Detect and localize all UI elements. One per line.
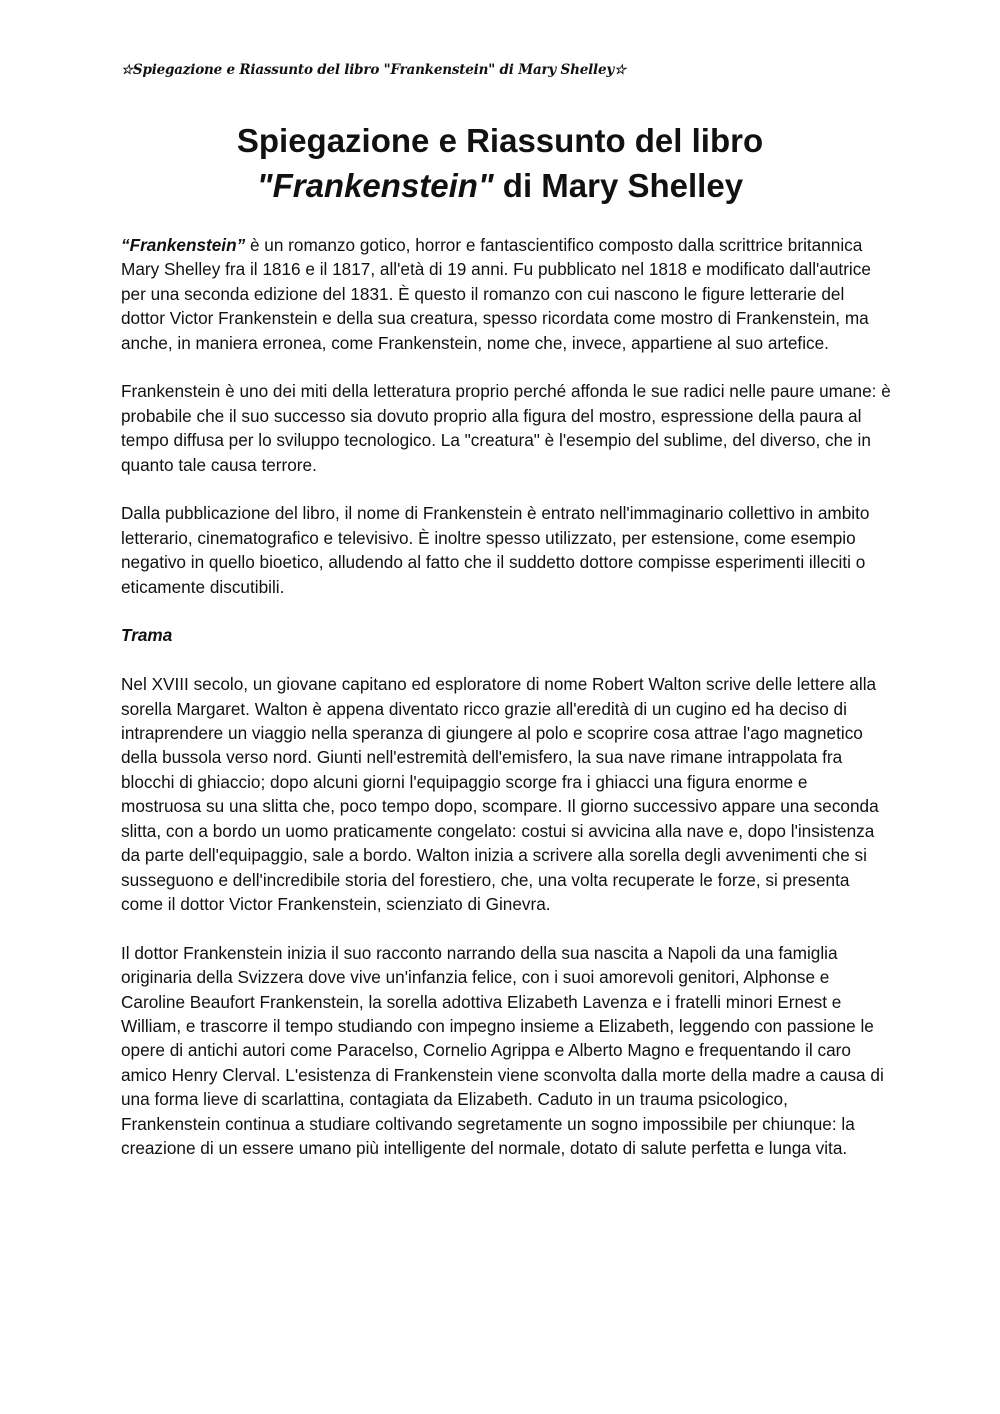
title-line-2	[0, 163, 1000, 208]
title-author: di Mary Shelley	[493, 167, 744, 204]
intro-paragraph-1	[121, 233, 891, 355]
document-title	[0, 118, 1000, 208]
trama-paragraph-2: Il dottor Frankenstein inizia il suo racconto narrando della sua nascita a Napoli da una famiglia originaria della Svizzera dove vive un'infanzia felice, con i suoi amorevoli genitori, Alphonse e Caroline Beaufort Frankenstein, la sorella adottiva Elizabeth Lavenza e i fratelli minori Ernest e William, e trascorre il tempo studiando con impegno insieme a Elizabeth, leggendo con passione le opere di antichi autori come Paracelso, Cornelio Agrippa e Alberto Magno e frequentando il caro amico Henry Clerval. L'esistenza di Frankenstein viene sconvolta dalla morte della madre a causa di una forma lieve di scarlattina, contagiata da Elizabeth. Caduto in un trauma psicologico, Frankenstein continua a studiare coltivando segretamente un sogno impossibile per chiunque: la creazione di un essere umano più intelligente del normale, dotato di salute perfetta e lunga vita.	[121, 942, 884, 1158]
intro-paragraph-1-text: è un romanzo gotico, horror e fantascientifico composto dalla scrittrice britannica Mary Shelley fra il 1816 e il 1817, all'età di 19 anni. Fu pubblicato nel 1818 e modificato dall'autrice per una seconda edizione del 1831. È questo il romanzo con cui nascono le figure letterarie del dottor Victor Frankenstein e della sua creatura, spesso ricordata come mostro di Frankenstein, ma anche, in maniera erronea, come Frankenstein, nome che, invece, appartiene al suo artefice.	[121, 235, 871, 353]
title-line-1: Spiegazione e Riassunto del libro	[236, 122, 764, 159]
trama-paragraph-1: Nel XVIII secolo, un giovane capitano ed esploratore di nome Robert Walton scrive delle lettere alla sorella Margaret. Walton è appena diventato ricco grazie all'eredità di un cugino ed ha deciso di intraprendere un viaggio nella speranza di giungere al polo e scoprire cosa attrae l'ago magnetico della bussola verso nord. Giunti nell'estremità dell'emisfero, la sua nave rimane intrappolata fra blocchi di ghiaccio; dopo alcuni giorni l'equipaggio scorge fra i ghiacci una figura enorme e mostruosa su una slitta che, poco tempo dopo, scompare. Il giorno successivo appare una seconda slitta, con a bordo un uomo praticamente congelato: costui si avvicina alla nave e, dopo l'insistenza da parte dell'equipaggio, sale a bordo. Walton inizia a scrivere alla sorella degli avvenimenti che si susseguono e dell'incredibile storia del forestiero, che, una volta recuperate le forze, si presenta come il dottor Victor Frankenstein, scienziato di Ginevra.	[121, 674, 879, 914]
title-book-name: "Frankenstein"	[256, 167, 494, 204]
intro-lead-term: “Frankenstein”	[121, 235, 246, 255]
intro-paragraph-3: Dalla pubblicazione del libro, il nome di Frankenstein è entrato nell'immaginario collettivo in ambito letterario, cinematografico e televisivo. È inoltre spesso utilizzato, per estensione, come esempio negativo in quello bioetico, alludendo al fatto che il suddetto dottore compisse esperimenti illeciti o eticamente discutibili.	[121, 503, 870, 597]
intro-paragraph-2: Frankenstein è uno dei miti della letteratura proprio perché affonda le sue radici nelle paure umane: è probabile che il suo successo sia dovuto proprio alla figura del mostro, espressione della paura al tempo diffusa per lo sviluppo tecnologico. La "creatura" è l'esempio del sublime, del diverso, che in quanto tale causa terrore.	[121, 381, 891, 475]
running-header: ☆Spiegazione e Riassunto del libro "Frankenstein" di Mary Shelley☆	[121, 62, 626, 78]
section-heading-trama: Trama	[121, 625, 173, 646]
document-body	[121, 233, 891, 1185]
